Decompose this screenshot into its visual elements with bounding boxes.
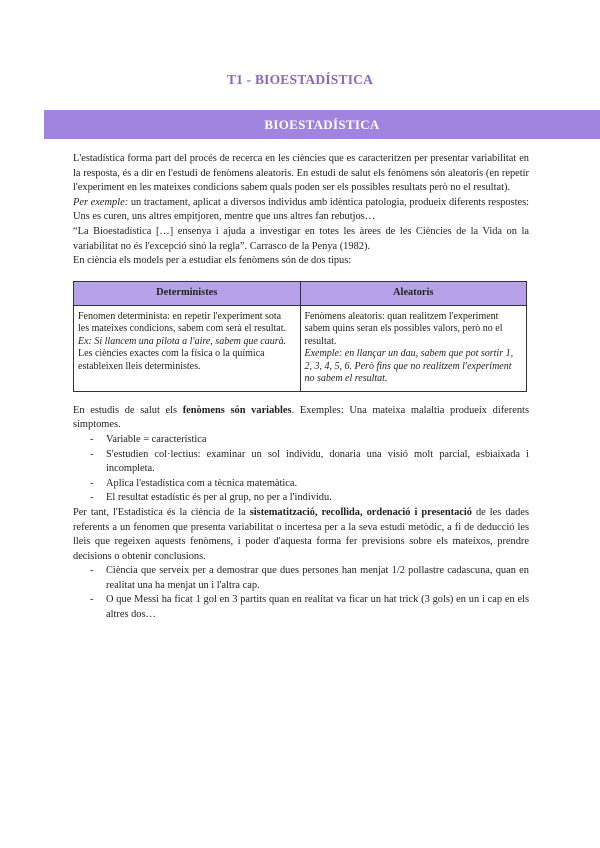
variables-list (73, 433, 529, 506)
list-item: - El resultat estadístic és per al grup, no per a l'individu. (73, 491, 529, 506)
definition-paragraph: Per tant, l'Estadística és la ciència de la sistematització, recollida, ordenació i presentació de les dades referents a un fenomen que presenta variabilitat o incertesa per a la seva estudi metòdic, a fi de deducció les lleis que regeixen aquests fenòmens, i poder d'aquesta forma fer previsions sobre els mateixos, prendre decisions o obtenir conclusions. (73, 506, 529, 562)
random-definition: Fenòmens aleatoris: quan realitzem l'experiment sabem quins seran els possibles valors, però no el resultat. (304, 310, 503, 347)
deterministic-definition: Fenomen determinista: en repetir l'experiment sota les mateixes condicions, sabem com serà el resultat. (78, 310, 286, 335)
models-paragraph: En ciència els models per a estudiar els fenòmens són de dos tipus: (73, 255, 352, 267)
deterministic-example: Ex: Si llancem una pilota a l'aire, sabem que caurà. (78, 335, 287, 347)
table-cell-deterministes (74, 305, 301, 391)
quote-paragraph: “La Bioestadística […] ensenya i ajuda a investigar en totes les àrees de les Ciències de la Vida on la variabilitat no és l'excepció sinó la regla”. Carrasco de la Penya (1982). (73, 225, 529, 252)
list-item: - Aplica l'estadística com a tècnica matemàtica. (73, 477, 529, 492)
variables-paragraph: En estudis de salut els fenòmens són variables. Exemples: Una mateixa malaltia produeix diferents símptomes. (73, 404, 529, 431)
table-cell-aleatoris (300, 305, 527, 391)
intro-paragraph: L'estadística forma part del procés de recerca en les ciències que es caracteritzen per presentar variabilitat en la resposta, és a dir en l'estudi de fenòmens aleatoris. En estudi de salut els fenòmens són aleatoris (en repetir l'experiment en les mateixes condicions sabem quals poden ser els possibles resultats però no el resultat). (73, 153, 529, 194)
list-item: - S'estudien col·lectius: examinar un sol individu, donaria una visió molt parcial, esbiaixada i incompleta. (73, 448, 529, 477)
list-item: - Ciència que serveix per a demostrar que dues persones han menjat 1/2 pollastre cadascuna, quan en realitat una ha menjat un i l'altra cap. (73, 564, 529, 593)
page-title: T1 - BIOESTADÍSTICA (226, 72, 374, 87)
humor-examples-list (73, 564, 529, 622)
models-comparison-table (73, 281, 527, 392)
example-text: un tractament, aplicat a diversos individus amb idèntica patologia, produeix diferents respostes: Uns es curen, uns altres empitjoren, mentre que uns altres fan rebutjos… (73, 196, 529, 223)
example-paragraph (73, 196, 529, 225)
variables-emphasis: fenòmens són variables (182, 404, 292, 416)
example-label: Per exemple: (73, 196, 129, 208)
list-item: - Variable = característica (73, 433, 529, 448)
section-heading-banner: BIOESTADÍSTICA (44, 110, 600, 139)
document-body (73, 152, 529, 623)
table-header-aleatoris: Aleatoris (300, 281, 527, 305)
definition-emphasis: sistematització, recollida, ordenació i presentació (249, 506, 472, 518)
random-example: Exemple: en llançar un dau, sabem que pot sortir 1, 2, 3, 4, 5, 6. Però fins que no realitzem l'experiment no sabem el resultat. (304, 348, 514, 385)
table-header-deterministes: Deterministes (74, 281, 301, 305)
list-item: - O que Messi ha ficat 1 gol en 3 partits quan en realitat va ficar un hat trick (3 gols) en un i cap en els altres dos… (73, 593, 529, 622)
deterministic-note: Les ciències exactes com la física o la química estableixen lleis deterministes. (78, 348, 265, 372)
